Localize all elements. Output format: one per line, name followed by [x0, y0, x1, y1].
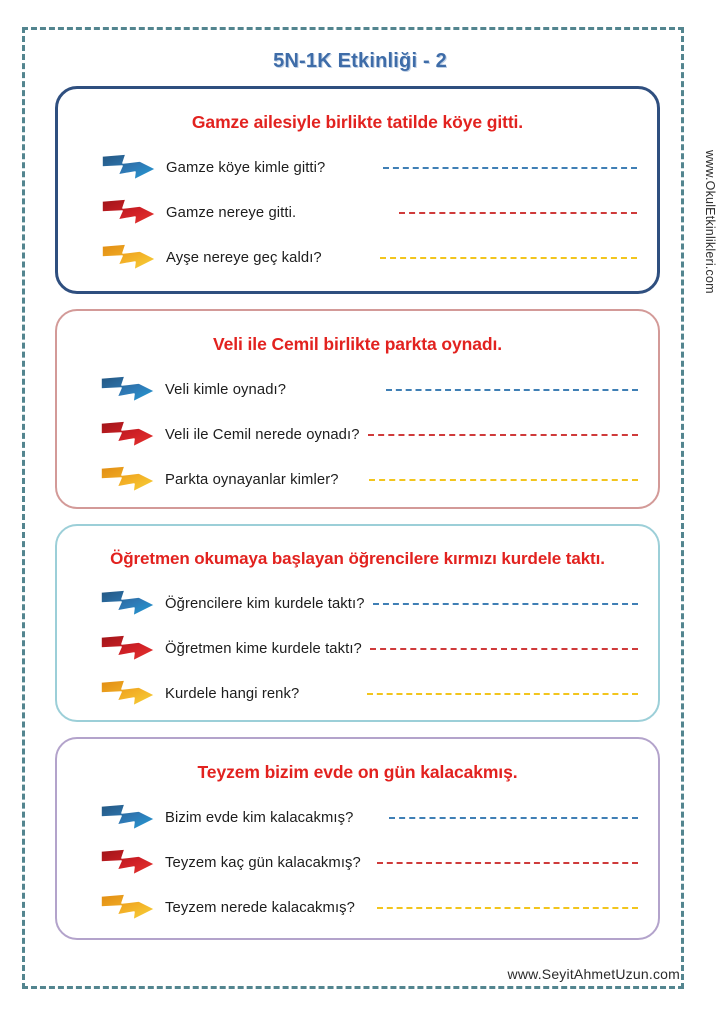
- question-rows: [73, 581, 642, 716]
- blue-arrow-icon: [99, 801, 165, 835]
- question-row: [73, 367, 642, 412]
- yellow-arrow-icon: [99, 677, 165, 711]
- question-box: [55, 86, 660, 294]
- question-row: [74, 235, 641, 280]
- answer-line[interactable]: [368, 434, 638, 436]
- watermark-bottom: www.SeyitAhmetUzun.com: [507, 966, 680, 982]
- answer-line[interactable]: [399, 212, 637, 214]
- red-arrow-icon: [100, 196, 166, 230]
- blue-arrow-icon: [99, 587, 165, 621]
- question-row: [74, 145, 641, 190]
- question-text: Veli kimle oynadı?: [165, 381, 287, 398]
- question-row: [73, 885, 642, 930]
- answer-line[interactable]: [383, 167, 637, 169]
- question-box: [55, 524, 660, 722]
- answer-line[interactable]: [369, 479, 638, 481]
- page-title: 5N-1K Etkinliği - 2: [273, 50, 447, 72]
- question-row: [73, 626, 642, 671]
- answer-line[interactable]: [377, 862, 638, 864]
- question-text: Öğrencilere kim kurdele taktı?: [165, 595, 365, 612]
- answer-line[interactable]: [386, 389, 638, 391]
- question-text: Veli ile Cemil nerede oynadı?: [165, 426, 360, 443]
- blue-arrow-icon: [99, 373, 165, 407]
- yellow-arrow-icon: [100, 241, 166, 275]
- question-row: [73, 581, 642, 626]
- question-text: Teyzem kaç gün kalacakmış?: [165, 854, 361, 871]
- watermark-side: www.OkulEtkinlikleri.com: [703, 150, 717, 294]
- question-text: Kurdele hangi renk?: [165, 685, 300, 702]
- yellow-arrow-icon: [99, 463, 165, 497]
- red-arrow-icon: [99, 418, 165, 452]
- box-sentence: Öğretmen okumaya başlayan öğrencilere kırmızı kurdele taktı.: [110, 549, 605, 568]
- red-arrow-icon: [99, 632, 165, 666]
- question-text: Gamze nereye gitti.: [166, 204, 297, 221]
- box-sentence: Gamze ailesiyle birlikte tatilde köye gitti.: [191, 112, 524, 132]
- question-text: Parkta oynayanlar kimler?: [165, 471, 339, 488]
- yellow-arrow-icon: [99, 891, 165, 925]
- question-box: [55, 309, 660, 509]
- question-text: Gamze köye kimle gitti?: [166, 159, 326, 176]
- box-sentence: Teyzem bizim evde on gün kalacakmış.: [197, 762, 518, 782]
- question-text: Teyzem nerede kalacakmış?: [165, 899, 356, 916]
- question-box: [55, 737, 660, 940]
- question-text: Öğretmen kime kurdele taktı?: [165, 640, 362, 657]
- question-boxes: [55, 86, 660, 955]
- question-row: [73, 795, 642, 840]
- question-row: [73, 412, 642, 457]
- blue-arrow-icon: [100, 151, 166, 185]
- answer-line[interactable]: [389, 817, 638, 819]
- answer-line[interactable]: [370, 648, 638, 650]
- answer-line[interactable]: [373, 603, 638, 605]
- red-arrow-icon: [99, 846, 165, 880]
- answer-line[interactable]: [377, 907, 638, 909]
- question-text: Ayşe nereye geç kaldı?: [166, 249, 322, 266]
- question-rows: [73, 367, 642, 502]
- box-sentence: Veli ile Cemil birlikte parkta oynadı.: [213, 334, 502, 354]
- answer-line[interactable]: [367, 693, 638, 695]
- question-row: [73, 671, 642, 716]
- question-row: [74, 190, 641, 235]
- question-row: [73, 457, 642, 502]
- question-rows: [74, 145, 641, 280]
- answer-line[interactable]: [380, 257, 637, 259]
- question-row: [73, 840, 642, 885]
- question-rows: [73, 795, 642, 930]
- question-text: Bizim evde kim kalacakmış?: [165, 809, 354, 826]
